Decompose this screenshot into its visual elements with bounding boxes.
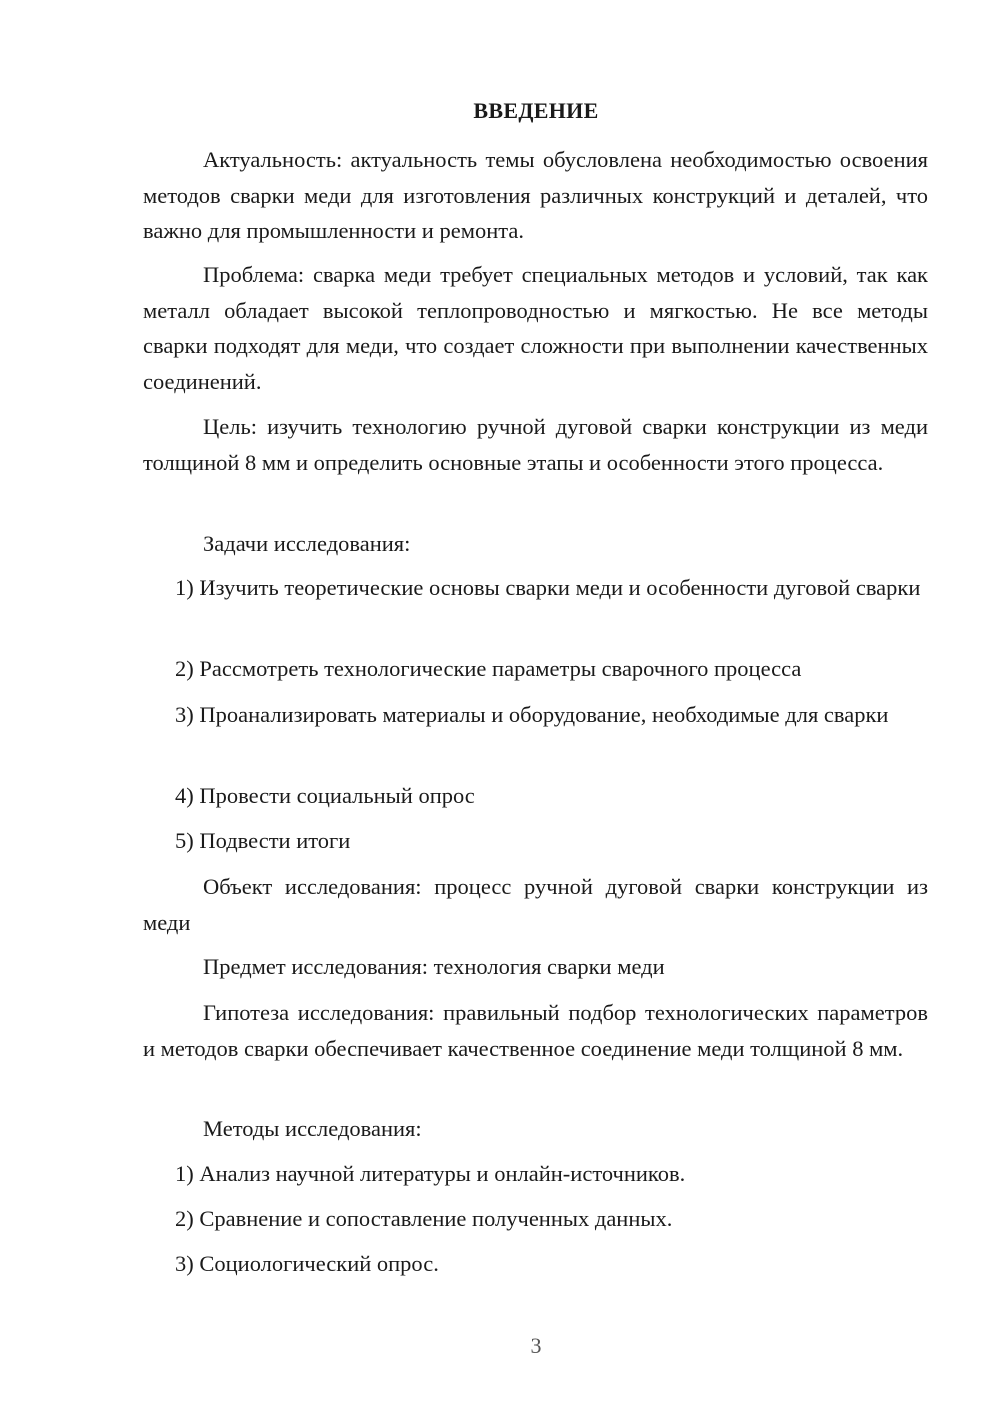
task-item-3: 3) Проанализировать материалы и оборудование, необходимые для сварки bbox=[175, 702, 889, 727]
task-item-5: 5) Подвести итоги bbox=[175, 828, 351, 853]
task-item-2: 2) Рассмотреть технологические параметры сварочного процесса bbox=[175, 656, 802, 681]
paragraph-subject: Предмет исследования: технология сварки меди bbox=[203, 954, 665, 979]
task-item-1: 1) Изучить теоретические основы сварки меди и особенности дуговой сварки bbox=[175, 575, 921, 600]
paragraph-relevance: Актуальность: актуальность темы обусловлена необходимостью освоения методов сварки меди для изготовления различных конструкций и деталей, что важно для промышленности и ремонта. bbox=[143, 147, 928, 243]
methods-heading: Методы исследования: bbox=[203, 1116, 422, 1141]
page-number: 3 bbox=[530, 1333, 542, 1358]
method-item-2: 2) Сравнение и сопоставление полученных данных. bbox=[175, 1206, 673, 1231]
paragraph-goal: Цель: изучить технологию ручной дуговой сварки конструкции из меди толщиной 8 мм и определить основные этапы и особенности этого процесса. bbox=[143, 414, 928, 475]
paragraph-hypothesis: Гипотеза исследования: правильный подбор технологических параметров и методов сварки обеспечивает качественное соединение меди толщиной 8 мм. bbox=[143, 1000, 928, 1061]
method-item-3: 3) Социологический опрос. bbox=[175, 1251, 439, 1276]
task-item-4: 4) Провести социальный опрос bbox=[175, 783, 475, 808]
method-item-1: 1) Анализ научной литературы и онлайн-источников. bbox=[175, 1161, 686, 1186]
paragraph-object: Объект исследования: процесс ручной дуговой сварки конструкции из меди bbox=[143, 874, 928, 935]
paragraph-problem: Проблема: сварка меди требует специальных методов и условий, так как металл обладает высокой теплопроводностью и мягкостью. Не все методы сварки подходят для меди, что создает сложности при выполнении качественных соединений. bbox=[143, 262, 928, 394]
page-title: ВВЕДЕНИЕ bbox=[473, 98, 599, 123]
tasks-heading: Задачи исследования: bbox=[203, 531, 411, 556]
